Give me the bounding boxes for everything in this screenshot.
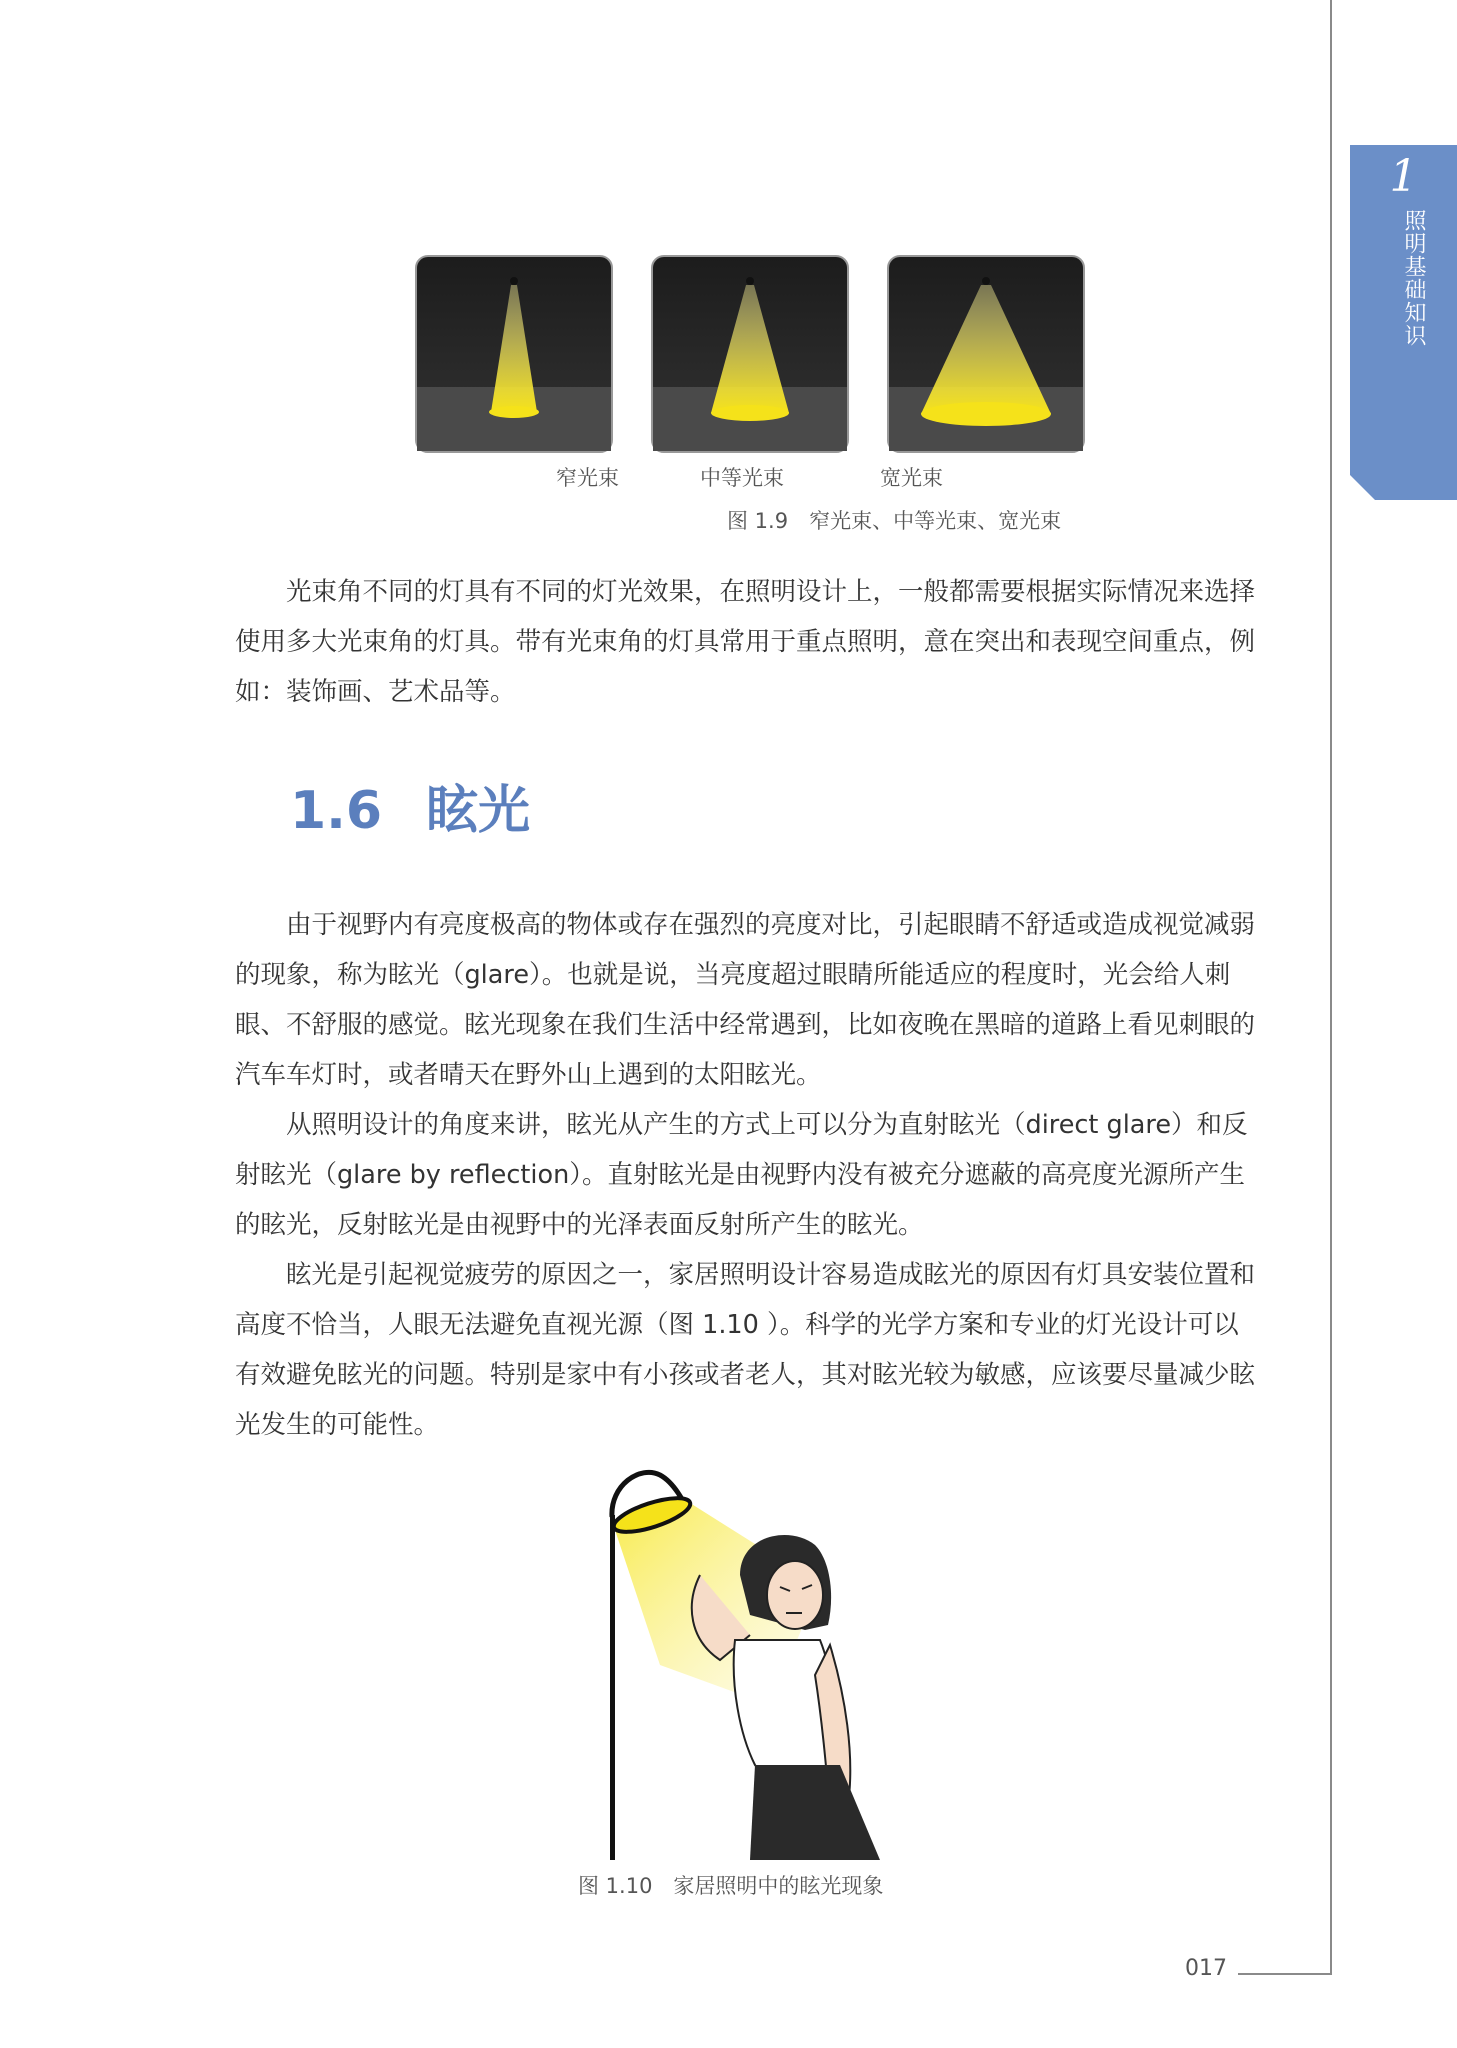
glare-lamp-illustration (590, 1465, 910, 1865)
paragraph-glare-types: 从照明设计的角度来讲，眩光从产生的方式上可以分为直射眩光（direct glare）和反射眩光（glare by reflection）。直射眩光是由视野内没有被充分遮蔽的高亮度光源所产生的眩光，反射眩光是由视野中的光泽表面反射所产生的眩光。 (235, 1110, 1248, 1240)
section-title: 眩光 (426, 781, 531, 841)
medium-beam-label: 中等光束 (700, 466, 784, 490)
narrow-beam-illustration (415, 255, 613, 453)
wide-beam-illustration (887, 255, 1085, 453)
section-number: 1.6 (290, 781, 383, 841)
chapter-tab (1350, 145, 1457, 500)
figure-1-9-caption: 图 1.9 窄光束、中等光束、宽光束 (727, 509, 1062, 533)
narrow-beam-label: 窄光束 (556, 466, 619, 490)
footer-rule (1238, 1973, 1332, 1975)
paragraph-glare-avoidance: 眩光是引起视觉疲劳的原因之一，家居照明设计容易造成眩光的原因有灯具安装位置和高度不恰当，人眼无法避免直视光源（图 1.10 ）。科学的光学方案和专业的灯光设计可以有效避免眩光的问题。特别是家中有小孩或者老人，其对眩光较为敏感，应该要尽量减少眩光发生的可能性。 (235, 1260, 1256, 1440)
chapter-title: 照明基础知识 (1401, 209, 1426, 347)
page-number: 017 (1185, 1956, 1227, 1981)
paragraph-glare-definition: 由于视野内有亮度极高的物体或存在强烈的亮度对比，引起眼睛不舒适或造成视觉减弱的现象，称为眩光（glare）。也就是说，当亮度超过眼睛所能适应的程度时，光会给人刺眼、不舒服的感觉。眩光现象在我们生活中经常遇到，比如夜晚在黑暗的道路上看见刺眼的汽车车灯时，或者晴天在野外山上遇到的太阳眩光。 (235, 910, 1256, 1090)
section-heading (290, 768, 530, 843)
figure-1-10-caption: 图 1.10 家居照明中的眩光现象 (578, 1874, 884, 1898)
tab-notch (1350, 475, 1376, 501)
paragraph-beam-angle: 光束角不同的灯具有不同的灯光效果，在照明设计上，一般都需要根据实际情况来选择使用多大光束角的灯具。带有光束角的灯具常用于重点照明，意在突出和表现空间重点，例如：装饰画、艺术品等。 (235, 577, 1256, 707)
wide-beam-label: 宽光束 (880, 466, 943, 490)
medium-beam-illustration (651, 255, 849, 453)
page-edge-line (1330, 0, 1332, 1975)
chapter-number: 1 (1389, 151, 1418, 202)
